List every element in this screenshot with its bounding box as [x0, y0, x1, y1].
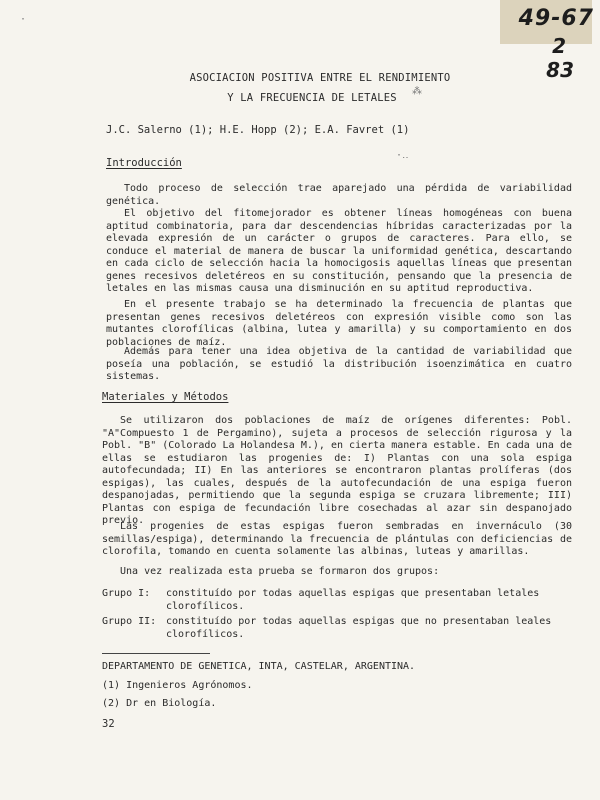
section-heading-materiales: Materiales y Métodos [102, 391, 229, 403]
paragraph: Además para tener una idea objetiva de la cantidad de variabilidad que poseía una población, se estudió la distribución isoenzimática en cuatro sistemas. [106, 346, 572, 382]
title-line-1: ASOCIACION POSITIVA ENTRE EL RENDIMIENTO [189, 72, 451, 84]
paragraph: Todo proceso de selección trae aparejado una pérdida de variabilidad genética. [106, 183, 572, 207]
section-heading-introduccion: Introducción [106, 157, 182, 169]
scan-speck: ·‥ [396, 150, 409, 161]
group-text: constituído por todas aquellas espigas que no presentaban leales clorofílicos. [166, 616, 552, 640]
handwritten-note: 83 [546, 58, 574, 82]
paragraph: El objetivo del fitomejorador es obtener líneas homogéneas con buena aptitud combinatoria, para dar descendencias híbridas caracterizadas por la elevada expresión de un carácter o grupos de caracteres. Para ello, se conduce el material de manera de buscar la uniformidad genética, descartando en cada ciclo de selección hacia la homocigosis aquellas líneas que presentan genes recesivos deletéreos en su constitución, pensando que la presencia de letales en las mismas causa una disminución en su aptitud reproductiva. [106, 208, 572, 294]
paragraph: En el presente trabajo se ha determinado la frecuencia de plantas que presentan genes recesivos deletéreos con expresión visible como son las mutantes clorofílicas (albina, lutea y amarilla) y su comportamiento en dos poblaciones de maíz. [106, 299, 572, 348]
footnote: (1) Ingenieros Agrónomos. [102, 680, 253, 691]
scan-speck: · [20, 14, 27, 25]
group-label: Grupo II: [102, 616, 157, 627]
group-item [102, 616, 572, 641]
title-line-2: Y LA FRECUENCIA DE LETALES [227, 92, 397, 104]
footnote: (2) Dr en Biología. [102, 698, 217, 709]
group-item [102, 588, 572, 613]
scan-speck: ⁂ [412, 86, 422, 97]
paragraph: Se utilizaron dos poblaciones de maíz de orígenes diferentes: Pobl. "A"Compuesto 1 de Pergamino), sujeta a procesos de selección rigurosa y la Pobl. "B" (Colorado La Holandesa M.), en cierta manera estable. En cada una de ellas se estudiaron las progenies de: I) Plantas con una sola espiga autofecundada; II) En las anteriores se encontraron plantas prolíferas (dos espigas), las cuales, después de la autofecundación de una espiga fueron despanojadas, permitiendo que la segunda espiga se cruzara libremente; III) Plantas con espiga de fecundación libre cosechadas al azar sin despanojado previo. [102, 415, 572, 526]
footnote-divider [102, 653, 210, 654]
handwritten-note: 2 [552, 34, 566, 58]
handwritten-note: 49-67 [518, 6, 594, 31]
paragraph: Las progenies de estas espigas fueron sembradas en invernáculo (30 semillas/espiga), determinando la frecuencia de plántulas con deficiencias de clorofila, tomando en cuenta solamente las albinas, luteas y amarillas. [102, 521, 572, 557]
page-number: 32 [102, 718, 115, 730]
group-text: constituído por todas aquellas espigas que presentaban letales clorofílicos. [166, 588, 540, 612]
paragraph: Una vez realizada esta prueba se formaron dos grupos: [120, 566, 440, 577]
footnote-affiliation: DEPARTAMENTO DE GENETICA, INTA, CASTELAR, ARGENTINA. [102, 661, 416, 672]
authors: J.C. Salerno (1); H.E. Hopp (2); E.A. Favret (1) [106, 124, 410, 136]
group-label: Grupo I: [102, 588, 151, 599]
